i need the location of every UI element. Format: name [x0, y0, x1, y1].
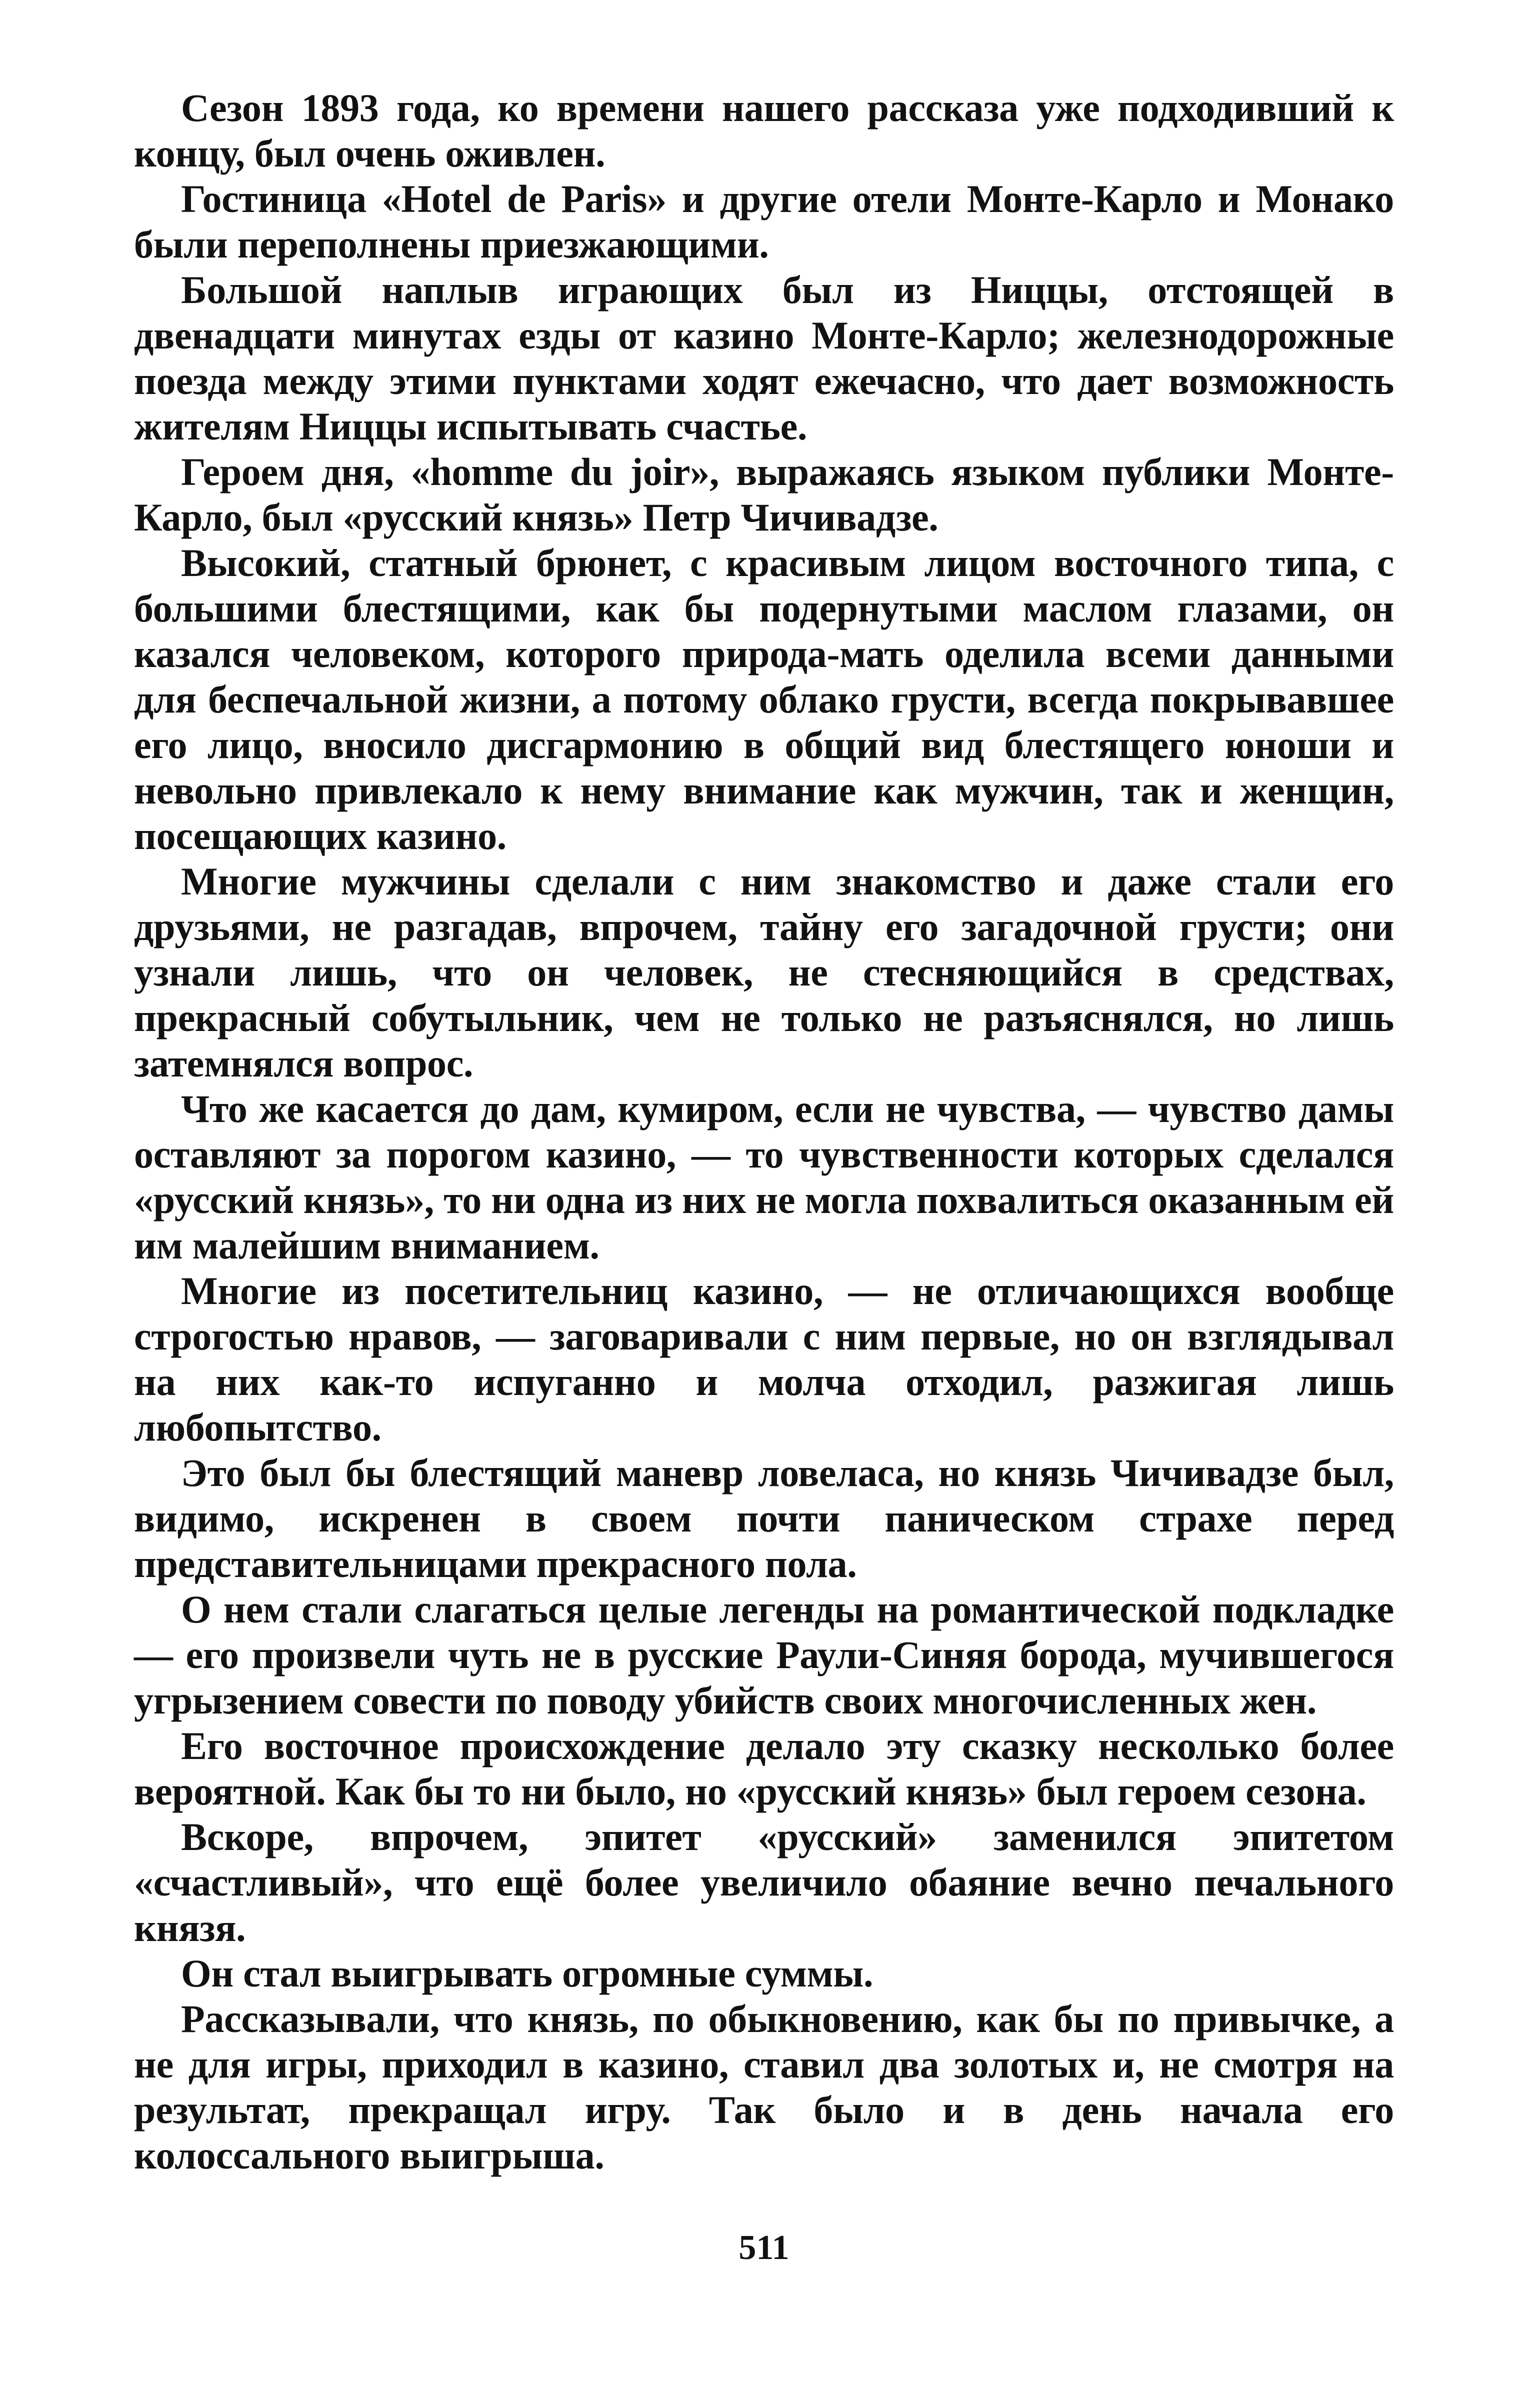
paragraph: Вскоре, впрочем, эпитет «русский» заменился эпитетом «счастливый», что ещё более увеличило обаяние вечно печального князя.: [134, 1815, 1394, 1950]
page-number: 511: [738, 2228, 790, 2267]
paragraph: Гостиница «Hotel de Paris» и другие отели Монте-Карло и Монако были переполнены приезжающими.: [134, 177, 1394, 266]
paragraph: О нем стали слагаться целые легенды на романтической подкладке — его произвели чуть не в русские Раули-Синяя борода, мучившегося угрызением совести по поводу убийств своих многочисленных жен.: [134, 1588, 1394, 1722]
paragraph: Сезон 1893 года, ко времени нашего рассказа уже подходивший к концу, был очень оживлен.: [134, 86, 1394, 175]
paragraph: Рассказывали, что князь, по обыкновению, как бы по привычке, а не для игры, приходил в казино, ставил два золотых и, не смотря на результат, прекращал игру. Так было и в день начала его колоссального выигрыша.: [134, 1997, 1394, 2177]
paragraph: Большой наплыв играющих был из Ниццы, отстоящей в двенадцати минутах езды от казино Монте-Карло; железнодорожные поезда между этими пунктами ходят ежечасно, что дает возможность жителям Ниццы испытывать счастье.: [134, 268, 1394, 448]
paragraph: Что же касается до дам, кумиром, если не чувства, — чувство дамы оставляют за порогом казино, — то чувственности которых сделался «русский князь», то ни одна из них не могла похвалиться оказанным ей им малейшим вниманием.: [134, 1087, 1394, 1267]
paragraph: Он стал выигрывать огромные суммы.: [181, 1952, 874, 1995]
paragraph: Это был бы блестящий маневр ловеласа, но князь Чичивадзе был, видимо, искренен в своем почти паническом страхе перед представительницами прекрасного пола.: [134, 1451, 1394, 1586]
paragraph: Героем дня, «homme du joir», выражаясь языком публики Монте-Карло, был «русский князь» Петр Чичивадзе.: [134, 450, 1394, 539]
paragraph: Высокий, статный брюнет, с красивым лицом восточного типа, с большими блестящими, как бы подернутыми маслом глазами, он казался человеком, которого природа-мать оделила всеми данными для беспечальной жизни, а потому облако грусти, всегда покрывавшее его лицо, вносило дисгармонию в общий вид блестящего юноши и невольно привлекало к нему внимание как мужчин, так и женщин, посещающих казино.: [134, 541, 1394, 858]
paragraph: Многие из посетительниц казино, — не отличающихся вообще строгостью нравов, — заговаривали с ним первые, но он взглядывал на них как-то испуганно и молча отходил, разжигая лишь любопытство.: [134, 1269, 1394, 1449]
body-text: [134, 85, 1394, 2178]
paragraph: Многие мужчины сделали с ним знакомство и даже стали его друзьями, не разгадав, впрочем, тайну его загадочной грусти; они узнали лишь, что он человек, не стесняющийся в средствах, прекрасный собутыльник, чем не только не разъяснялся, но лишь затемнялся вопрос.: [134, 860, 1394, 1085]
paragraph: Его восточное происхождение делало эту сказку несколько более вероятной. Как бы то ни было, но «русский князь» был героем сезона.: [134, 1724, 1394, 1813]
